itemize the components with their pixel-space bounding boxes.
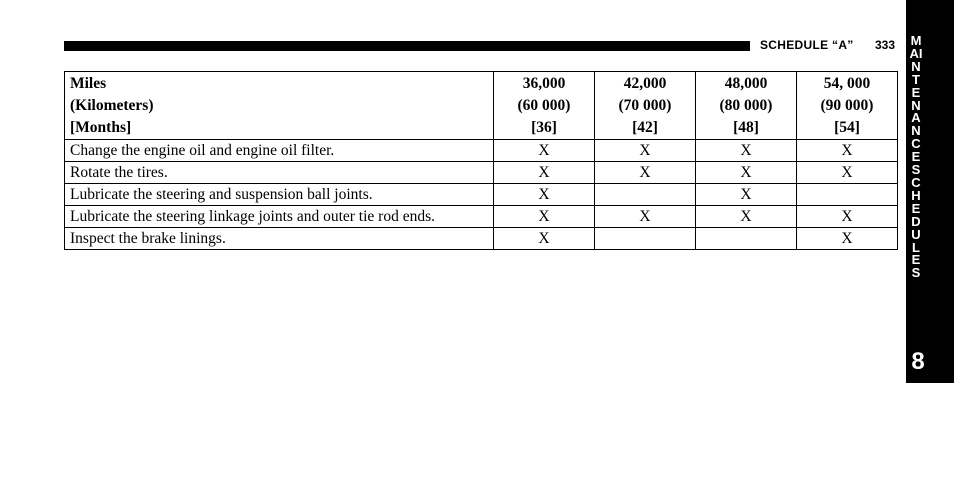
interval-header-1 bbox=[494, 72, 595, 140]
service-mark: X bbox=[696, 184, 797, 206]
service-mark: X bbox=[494, 140, 595, 162]
service-mark: X bbox=[797, 140, 898, 162]
interval-miles: 42,000 bbox=[623, 75, 667, 92]
service-mark bbox=[797, 184, 898, 206]
task-description: Lubricate the steering linkage joints and outer tie rod ends. bbox=[65, 206, 494, 228]
interval-months: [36] bbox=[531, 119, 557, 136]
service-mark bbox=[595, 228, 696, 250]
service-mark: X bbox=[494, 184, 595, 206]
table-row bbox=[65, 228, 898, 250]
table-row bbox=[65, 206, 898, 228]
header-months-label: [Months] bbox=[70, 119, 132, 136]
service-mark: X bbox=[595, 140, 696, 162]
table-row bbox=[65, 162, 898, 184]
service-mark: X bbox=[797, 162, 898, 184]
chapter-tab bbox=[906, 0, 954, 383]
table-header-row bbox=[65, 72, 898, 140]
interval-miles: 48,000 bbox=[724, 75, 768, 92]
task-description: Inspect the brake linings. bbox=[65, 228, 494, 250]
task-description: Rotate the tires. bbox=[65, 162, 494, 184]
service-mark: X bbox=[494, 206, 595, 228]
header-label-cell bbox=[65, 72, 494, 140]
header-kilometers-label: (Kilometers) bbox=[70, 97, 154, 114]
service-mark: X bbox=[696, 162, 797, 184]
chapter-tab-label: MAINTENANCE SCHEDULES bbox=[909, 33, 924, 281]
chapter-tab-number: 8 bbox=[911, 348, 925, 375]
service-mark bbox=[595, 184, 696, 206]
interval-header-4 bbox=[797, 72, 898, 140]
service-mark bbox=[696, 228, 797, 250]
task-description: Change the engine oil and engine oil filter. bbox=[65, 140, 494, 162]
service-mark: X bbox=[696, 206, 797, 228]
interval-months: [54] bbox=[834, 119, 860, 136]
task-description: Lubricate the steering and suspension ball joints. bbox=[65, 184, 494, 206]
interval-miles: 54, 000 bbox=[823, 75, 871, 92]
service-mark: X bbox=[494, 162, 595, 184]
interval-months: [48] bbox=[733, 119, 759, 136]
interval-months: [42] bbox=[632, 119, 658, 136]
service-mark: X bbox=[797, 228, 898, 250]
section-title: SCHEDULE “A” bbox=[760, 38, 854, 52]
header-rule bbox=[64, 41, 750, 51]
page-number: 333 bbox=[875, 38, 896, 52]
interval-kilometers: (70 000) bbox=[618, 97, 672, 114]
maintenance-schedule-table bbox=[64, 71, 898, 250]
interval-header-2 bbox=[595, 72, 696, 140]
interval-kilometers: (90 000) bbox=[820, 97, 874, 114]
interval-kilometers: (60 000) bbox=[517, 97, 571, 114]
interval-header-3 bbox=[696, 72, 797, 140]
service-mark: X bbox=[595, 206, 696, 228]
table-row bbox=[65, 184, 898, 206]
service-mark: X bbox=[595, 162, 696, 184]
service-mark: X bbox=[696, 140, 797, 162]
table-row bbox=[65, 140, 898, 162]
interval-miles: 36,000 bbox=[522, 75, 566, 92]
service-mark: X bbox=[797, 206, 898, 228]
service-mark: X bbox=[494, 228, 595, 250]
header-miles-label: Miles bbox=[70, 75, 107, 92]
interval-kilometers: (80 000) bbox=[719, 97, 773, 114]
